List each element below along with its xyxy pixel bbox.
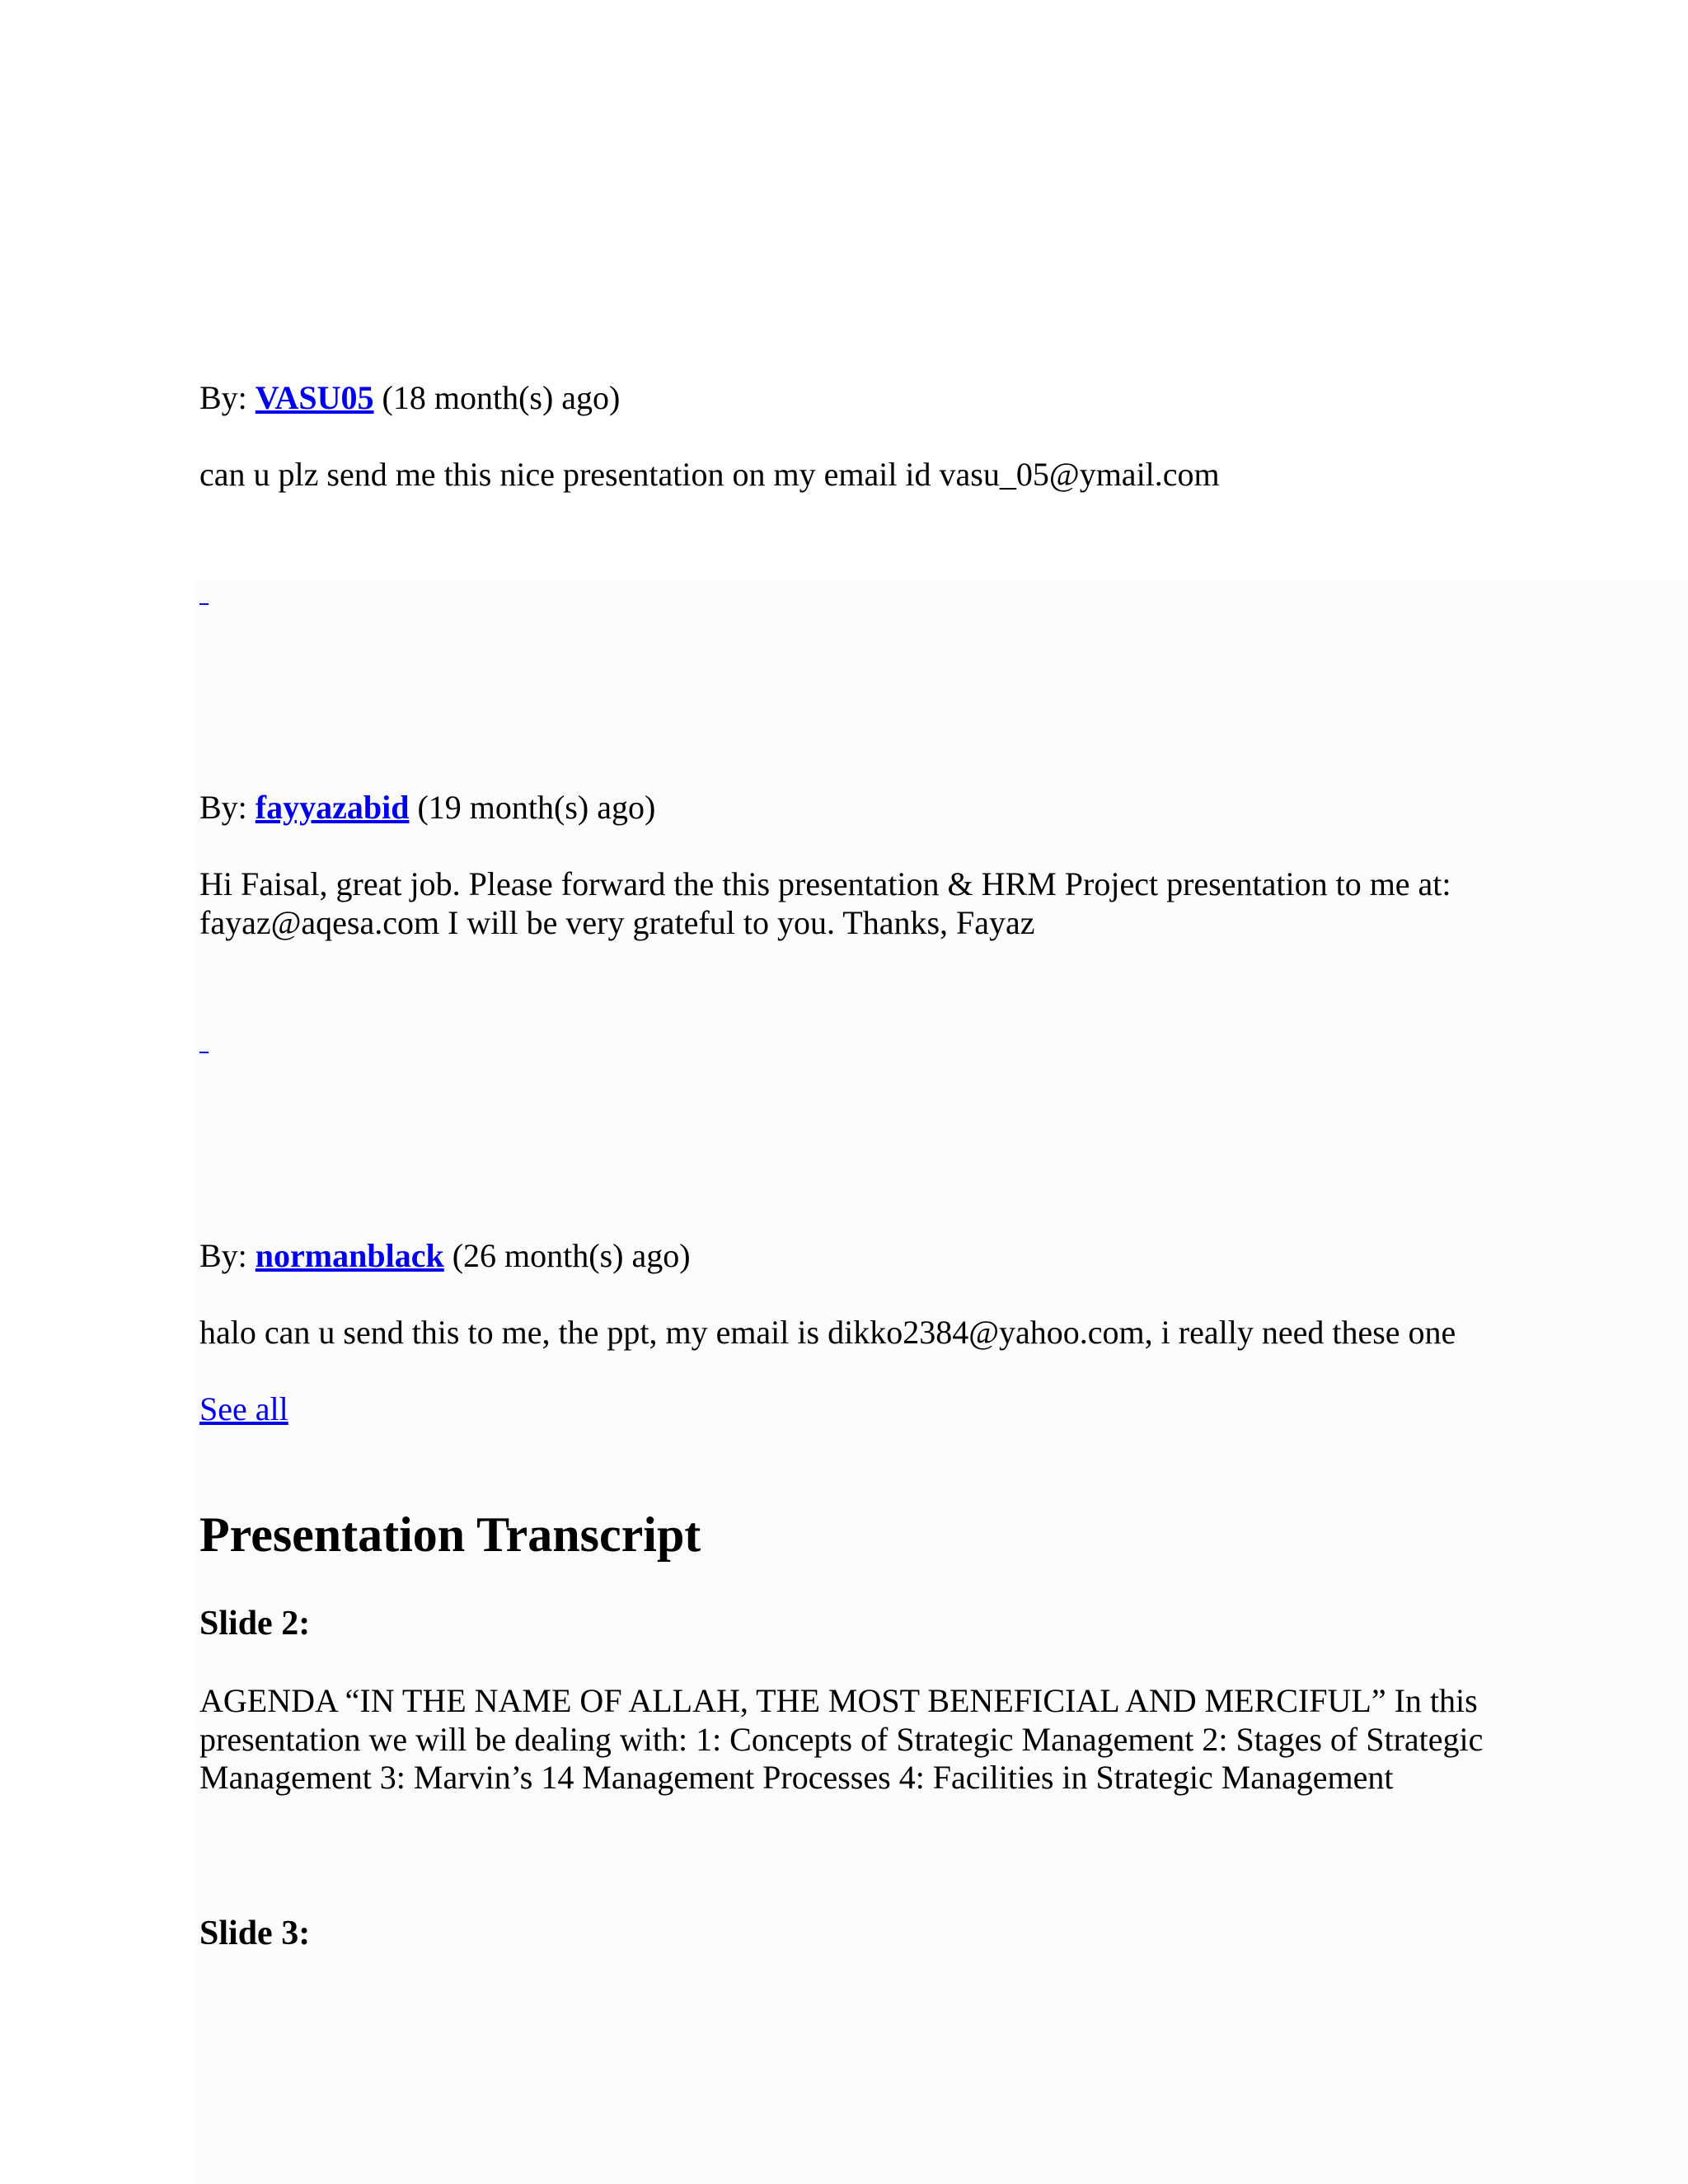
- by-label: By:: [199, 379, 247, 416]
- comment-age: (19 month(s) ago): [417, 789, 656, 826]
- by-label: By:: [199, 789, 247, 826]
- comment-byline: [199, 379, 620, 417]
- comment-text: Hi Faisal, great job. Please forward the this presentation & HRM Project presentation to me at: fayaz@aqesa.com I will be very grateful to you. Thanks, Fayaz: [199, 865, 1451, 941]
- comment-action-link[interactable]: [199, 603, 209, 605]
- comment-text: halo can u send this to me, the ppt, my email is dikko2384@yahoo.com, i really need these one: [199, 1314, 1456, 1351]
- slide-title: Slide 3:: [199, 1915, 311, 1952]
- comment-text: can u plz send me this nice presentation on my email id vasu_05@ymail.com: [199, 456, 1220, 493]
- comment-author-link[interactable]: fayyazabid: [255, 789, 410, 826]
- see-all-link[interactable]: See all: [199, 1390, 288, 1427]
- transcript-heading: Presentation Transcript: [199, 1507, 701, 1562]
- comment-byline: [199, 1237, 691, 1275]
- comment-author-link[interactable]: VASU05: [255, 379, 374, 416]
- see-all-container: [199, 1390, 288, 1428]
- comment-action-link[interactable]: [199, 1052, 209, 1053]
- comment-author-link[interactable]: normanblack: [255, 1237, 444, 1274]
- by-label: By:: [199, 1237, 247, 1274]
- comment-byline: [199, 789, 655, 827]
- slide-text: AGENDA “IN THE NAME OF ALLAH, THE MOST BENEFICIAL AND MERCIFUL” In this presentation we will be dealing with: 1: Concepts of Strategic Management 2: Stages of Strategic Management 3: Marvin’s 14 Management Processes 4: Facilities in Strategic Management: [199, 1682, 1484, 1796]
- comment-age: (18 month(s) ago): [382, 379, 621, 416]
- slide-title: Slide 2:: [199, 1605, 311, 1643]
- comment-age: (26 month(s) ago): [452, 1237, 691, 1274]
